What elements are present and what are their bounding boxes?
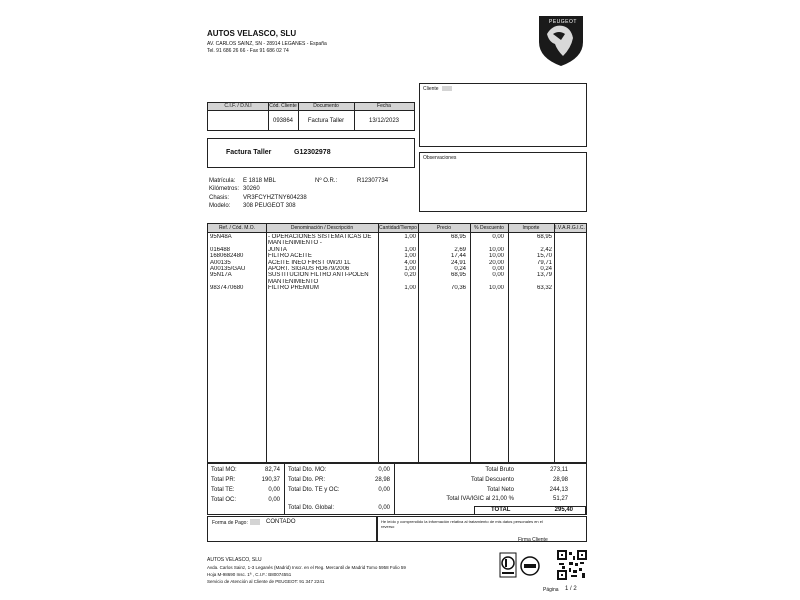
- cell-disc: 20,00: [488, 259, 504, 266]
- payment-value: CONTADO: [266, 519, 296, 525]
- dto-te-value: 0,00: [378, 487, 390, 493]
- brand-name: PEUGEOT: [549, 19, 577, 25]
- cell-qty: 1,00: [404, 246, 416, 253]
- cell-amount: 2,42: [540, 246, 552, 253]
- doc-title-label: Factura Taller: [226, 149, 272, 156]
- table-row: [208, 285, 586, 292]
- client-box: [419, 83, 587, 147]
- total-iva-label: Total IVA/IGIC al 21,00 %: [446, 496, 514, 502]
- cell-desc: - OPERACIONES SISTEMÁTICAS DE: [268, 234, 372, 240]
- cell-price: 17,44: [450, 253, 466, 260]
- col-header-price: Precio: [436, 225, 452, 231]
- cell-disc: 0,00: [492, 272, 504, 279]
- cell-desc: MANTENIMIENTO: [268, 278, 319, 285]
- total-mo-label: Total MO:: [211, 467, 237, 473]
- total-te-value: 0,00: [268, 487, 280, 493]
- page-label: Página: [543, 587, 559, 593]
- grand-total-label: TOTAL: [491, 507, 511, 513]
- dto-global-value: 0,00: [378, 505, 390, 511]
- client-label: Cliente: [423, 86, 439, 92]
- page-value: 1 / 2: [565, 586, 577, 592]
- grand-total-value: 295,40: [554, 507, 573, 513]
- items-table: [207, 223, 587, 463]
- vehicle-details: [209, 178, 415, 214]
- qr-code-icon: [557, 550, 587, 580]
- cell-desc: SUSTITUCION FILTRO ANTI-POLEN: [268, 272, 369, 279]
- total-oc-label: Total OC:: [211, 497, 237, 503]
- km-label: Kilómetros:: [209, 186, 240, 192]
- header-document-value: Factura Taller: [307, 118, 345, 124]
- dto-global-label: Total Dto. Global:: [288, 505, 335, 511]
- cell-qty: 4,00: [404, 259, 416, 266]
- cell-amount: 68,95: [536, 234, 552, 240]
- cell-amount: 15,70: [536, 253, 552, 260]
- company-phone: Tel. 91 686 26 66 - Fax 91 686 02 74: [207, 48, 289, 54]
- total-mo-value: 82,74: [264, 467, 280, 473]
- total-oc-value: 0,00: [268, 497, 280, 503]
- company-name: AUTOS VELASCO, SLU: [207, 29, 297, 38]
- dto-mo-value: 0,00: [378, 467, 390, 473]
- cell-amount: 63,32: [536, 285, 552, 292]
- dto-te-label: Total Dto. TE y OC:: [288, 487, 340, 493]
- cell-ref: 9837470680: [210, 285, 244, 292]
- cell-disc: 0,00: [492, 234, 504, 240]
- cell-disc: 10,00: [488, 285, 504, 292]
- cell-ref: 016488: [210, 246, 231, 253]
- footer-line2: Hoja M-98690 Insc. 1ª , C.I.F.: B80074551: [207, 572, 292, 577]
- or-label: Nº O.R.:: [315, 178, 338, 184]
- km-value: 30260: [243, 186, 260, 192]
- col-header-amount: Importe: [522, 225, 540, 231]
- cell-desc: APORT. SIGAUS RD679/2006: [268, 266, 350, 272]
- footer-line3: Servicio de Atención al Cliente de PEUGEOT: 91 347 2241: [207, 579, 325, 584]
- certification-badge-icon: [499, 552, 517, 578]
- invoice-page: [195, 0, 605, 600]
- modelo-value: 308 PEUGEOT 308: [243, 203, 296, 209]
- cell-qty: 1,00: [404, 285, 416, 292]
- cell-disc: 10,00: [488, 246, 504, 253]
- matricula-label: Matrícula:: [209, 178, 236, 184]
- or-value: R12307734: [357, 178, 389, 184]
- totals-block: [207, 463, 587, 515]
- col-header-disc: % Descuento: [474, 225, 504, 231]
- col-header-qty: Cantidad/Tiempo: [379, 225, 417, 231]
- cell-price: 70,36: [450, 285, 466, 292]
- total-pr-label: Total PR:: [211, 477, 236, 483]
- cell-desc: MANTENIMIENTO -: [268, 240, 322, 247]
- cell-ref: A00135/GAU: [210, 266, 246, 272]
- observations-label: Observaciones: [423, 155, 457, 161]
- cell-qty: 1,00: [404, 266, 416, 272]
- company-address: AV. CARLOS SAINZ, SN - 28914 LEGANES - España: [207, 41, 327, 47]
- observations-box: [419, 152, 587, 212]
- iqnet-badge-icon: [520, 556, 540, 576]
- cell-ref: 1680682480: [210, 253, 244, 260]
- cell-disc: 10,00: [488, 253, 504, 260]
- consent-text: He leído y comprendido la información relativa al tratamiento de mis datos personales en el reverso: [381, 519, 543, 529]
- cell-ref: A00135: [210, 259, 231, 266]
- cell-price: 68,95: [450, 272, 466, 279]
- cell-disc: 0,00: [492, 266, 504, 272]
- cell-desc: JUNTA: [268, 246, 287, 253]
- payment-label: Forma de Pago:: [212, 520, 248, 526]
- total-iva-value: 51,27: [552, 496, 568, 502]
- header-cif-label: C.I.F. / D.N.I: [224, 103, 252, 109]
- matricula-value: E 1818 MBL: [243, 178, 277, 184]
- col-header-iva: I.V.A.R.G.I.C.: [555, 225, 585, 231]
- header-client-code-value: 093864: [272, 118, 294, 124]
- header-table: [207, 102, 415, 131]
- total-pr-value: 190,37: [261, 477, 280, 483]
- total-neto-label: Total Neto: [486, 487, 514, 493]
- header-client-code-label: Cód. Cliente: [269, 103, 297, 109]
- doc-title-box: [207, 138, 415, 168]
- dto-pr-value: 28,98: [374, 477, 390, 483]
- header-date-label: Fecha: [377, 103, 391, 109]
- cell-desc: ACEITE INEO FIRST 0W20 1L: [268, 259, 351, 266]
- total-neto-value: 244,13: [549, 487, 568, 493]
- col-header-desc: Denominación / Descripción: [290, 225, 354, 231]
- cell-amount: 13,79: [536, 272, 552, 279]
- signature-label: Firma Cliente: [518, 537, 548, 543]
- cell-ref: 95N17A: [210, 272, 232, 279]
- total-te-label: Total TE:: [211, 487, 235, 493]
- doc-title-number: G12302978: [294, 149, 331, 156]
- cell-price: 68,95: [450, 234, 466, 240]
- total-bruto-value: 273,11: [550, 467, 568, 473]
- footer-name: AUTOS VELASCO, SLU: [207, 557, 262, 563]
- payment-box: [207, 516, 377, 542]
- header-document-label: Documento: [313, 103, 339, 109]
- cell-desc: FILTRO PREMIUM: [268, 285, 319, 292]
- cell-amount: 79,71: [536, 259, 552, 266]
- cell-price: 24,91: [450, 259, 466, 266]
- total-descuento-label: Total Descuento: [470, 477, 514, 483]
- cell-qty: 1,00: [404, 253, 416, 260]
- cell-price: 2,69: [454, 246, 466, 253]
- cell-qty: 1,00: [404, 234, 416, 240]
- chasis-value: VR3FCYHZTNY604238: [243, 195, 307, 201]
- cell-ref: 95N48A: [210, 234, 232, 240]
- total-bruto-label: Total Bruto: [485, 467, 514, 473]
- total-descuento-value: 28,98: [552, 477, 568, 483]
- peugeot-logo: [535, 12, 587, 68]
- col-header-ref: Ref. / Cód. M.O.: [218, 225, 256, 231]
- grand-total-box: [474, 506, 586, 515]
- header-date-value: 13/12/2023: [368, 118, 400, 124]
- chasis-label: Chasis:: [209, 195, 230, 201]
- cell-desc: FILTRO ACEITE: [268, 253, 312, 260]
- cell-amount: 0,24: [540, 266, 552, 272]
- footer-line1: Avda. Carlos Sainz, 1-3 Leganés (Madrid) Inscr. en el Reg. Mercantil de Madrid Tomo 5958 Folio 59: [207, 565, 406, 570]
- cell-qty: 0,20: [404, 272, 416, 279]
- consent-box: [377, 516, 587, 542]
- modelo-label: Modelo:: [209, 203, 231, 209]
- dto-pr-label: Total Dto. PR:: [288, 477, 326, 483]
- dto-mo-label: Total Dto. MO:: [288, 467, 327, 473]
- cell-price: 0,24: [454, 266, 466, 272]
